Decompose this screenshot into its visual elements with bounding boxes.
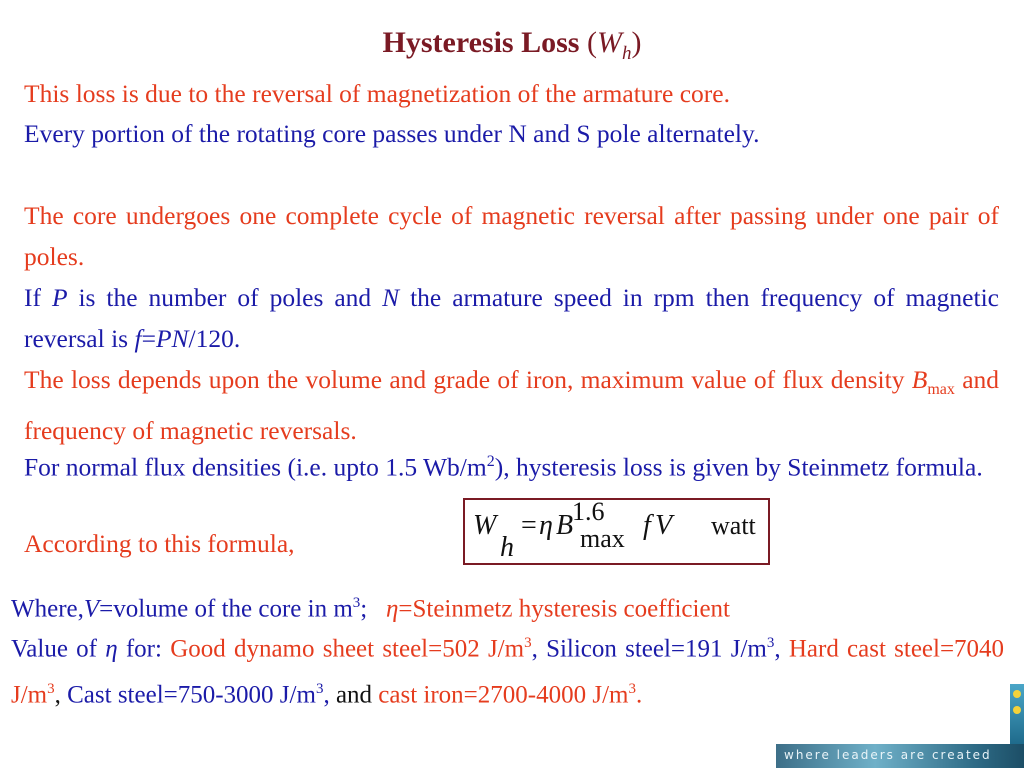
formula-sub-max: max — [580, 524, 625, 553]
paragraph-3: The core undergoes one complete cycle of magnetic reversal after passing under one pair of poles. — [24, 201, 999, 271]
silicon-sup: 3 — [766, 635, 775, 651]
formula-b: B — [556, 510, 574, 541]
where-label: Where, — [11, 595, 84, 623]
iron-sup: 3 — [628, 681, 636, 698]
p4-symbol-f: f — [134, 323, 142, 353]
p6-text: For normal flux densities (i.e. upto 1.5 Wb/m — [24, 452, 487, 482]
where-v-symbol: V — [83, 595, 100, 623]
formula-w: W — [473, 510, 497, 541]
p5-text-end: and frequency of magnetic reversals. — [24, 365, 1000, 445]
p4-symbol-n: N — [382, 283, 400, 312]
coefficient-values — [11, 623, 1004, 716]
where-sup: 3 — [352, 595, 361, 611]
hard-cast-steel: Hard cast steel=7040 J/m — [11, 635, 1005, 709]
p4-divisor: /120. — [188, 323, 241, 353]
p4-text-if: If — [24, 283, 41, 312]
silicon-steel: Silicon steel=191 J/m — [546, 635, 767, 663]
title-open-paren: ( — [586, 26, 597, 59]
p5-symbol-b: B — [911, 365, 928, 394]
p5-sub-max: max — [927, 381, 955, 399]
steinmetz-coefficient-text: =Steinmetz hysteresis coefficient — [398, 595, 730, 623]
formula-eta: η — [539, 510, 553, 541]
where-semicolon: ; — [360, 595, 368, 623]
paragraph-2: Every portion of the rotating core passes under N and S pole alternately. — [24, 119, 760, 148]
formula-v: V — [655, 510, 673, 541]
paragraph-5 — [24, 360, 999, 451]
cast-iron: cast iron=2700-4000 J/m — [378, 681, 629, 709]
p4-symbol-p: P — [51, 283, 68, 312]
formula-equals: = — [521, 510, 537, 541]
and-word: and — [335, 681, 373, 709]
p4-text-poles: is the number of poles and — [78, 283, 372, 312]
p4-equals: = — [141, 323, 156, 353]
p5-text: The loss depends upon the volume and grade of iron, maximum value of flux density — [24, 365, 905, 394]
title-symbol — [586, 26, 642, 64]
good-dynamo-steel: Good dynamo sheet steel=502 J/m — [170, 635, 525, 663]
formula-sub-h: h — [500, 532, 514, 563]
value-eta-symbol: η — [105, 635, 118, 663]
formula-exponent: 1.6 — [572, 497, 605, 526]
title-close-paren: ) — [631, 26, 642, 59]
title-w: W — [596, 26, 622, 59]
footer-tagline: where leaders are created — [784, 748, 992, 762]
value-of-label: Value of — [11, 635, 97, 663]
footer-logo-strip — [776, 744, 1024, 768]
comma-2: , — [774, 635, 781, 663]
formula-f: f — [643, 510, 651, 541]
title-text: Hysteresis Loss — [382, 26, 580, 59]
paragraph-6 — [24, 442, 999, 488]
period: . — [635, 681, 643, 709]
paragraph-4 — [24, 278, 999, 359]
eta-symbol: η — [385, 595, 399, 623]
page-title — [0, 26, 1024, 65]
logo-mark-icon — [1010, 684, 1024, 744]
comma-1: , — [531, 635, 538, 663]
steinmetz-formula-box — [463, 498, 770, 565]
good-sup: 3 — [524, 635, 532, 651]
comma-3: , — [54, 681, 61, 709]
comma-4: , — [323, 681, 330, 709]
cast-steel: Cast steel=750-3000 J/m — [67, 681, 316, 709]
paragraph-1: This loss is due to the reversal of magnetization of the armature core. — [24, 79, 730, 108]
paragraph-7: According to this formula, — [24, 529, 295, 558]
p4-symbol-pn: PN — [155, 323, 189, 353]
formula-unit: watt — [711, 511, 756, 540]
value-for-label: for: — [125, 635, 162, 663]
p6-text-end: ), hysteresis loss is given by Steinmetz formula. — [494, 452, 983, 482]
p6-sup: 2 — [486, 453, 495, 470]
where-volume-text: =volume of the core in m — [99, 595, 353, 623]
hard-sup: 3 — [47, 681, 55, 698]
p4-text-frequency: the armature speed in rpm then frequency of magnetic reversal is — [24, 283, 999, 353]
cast-sup: 3 — [315, 681, 324, 698]
title-sub-h: h — [621, 43, 632, 64]
